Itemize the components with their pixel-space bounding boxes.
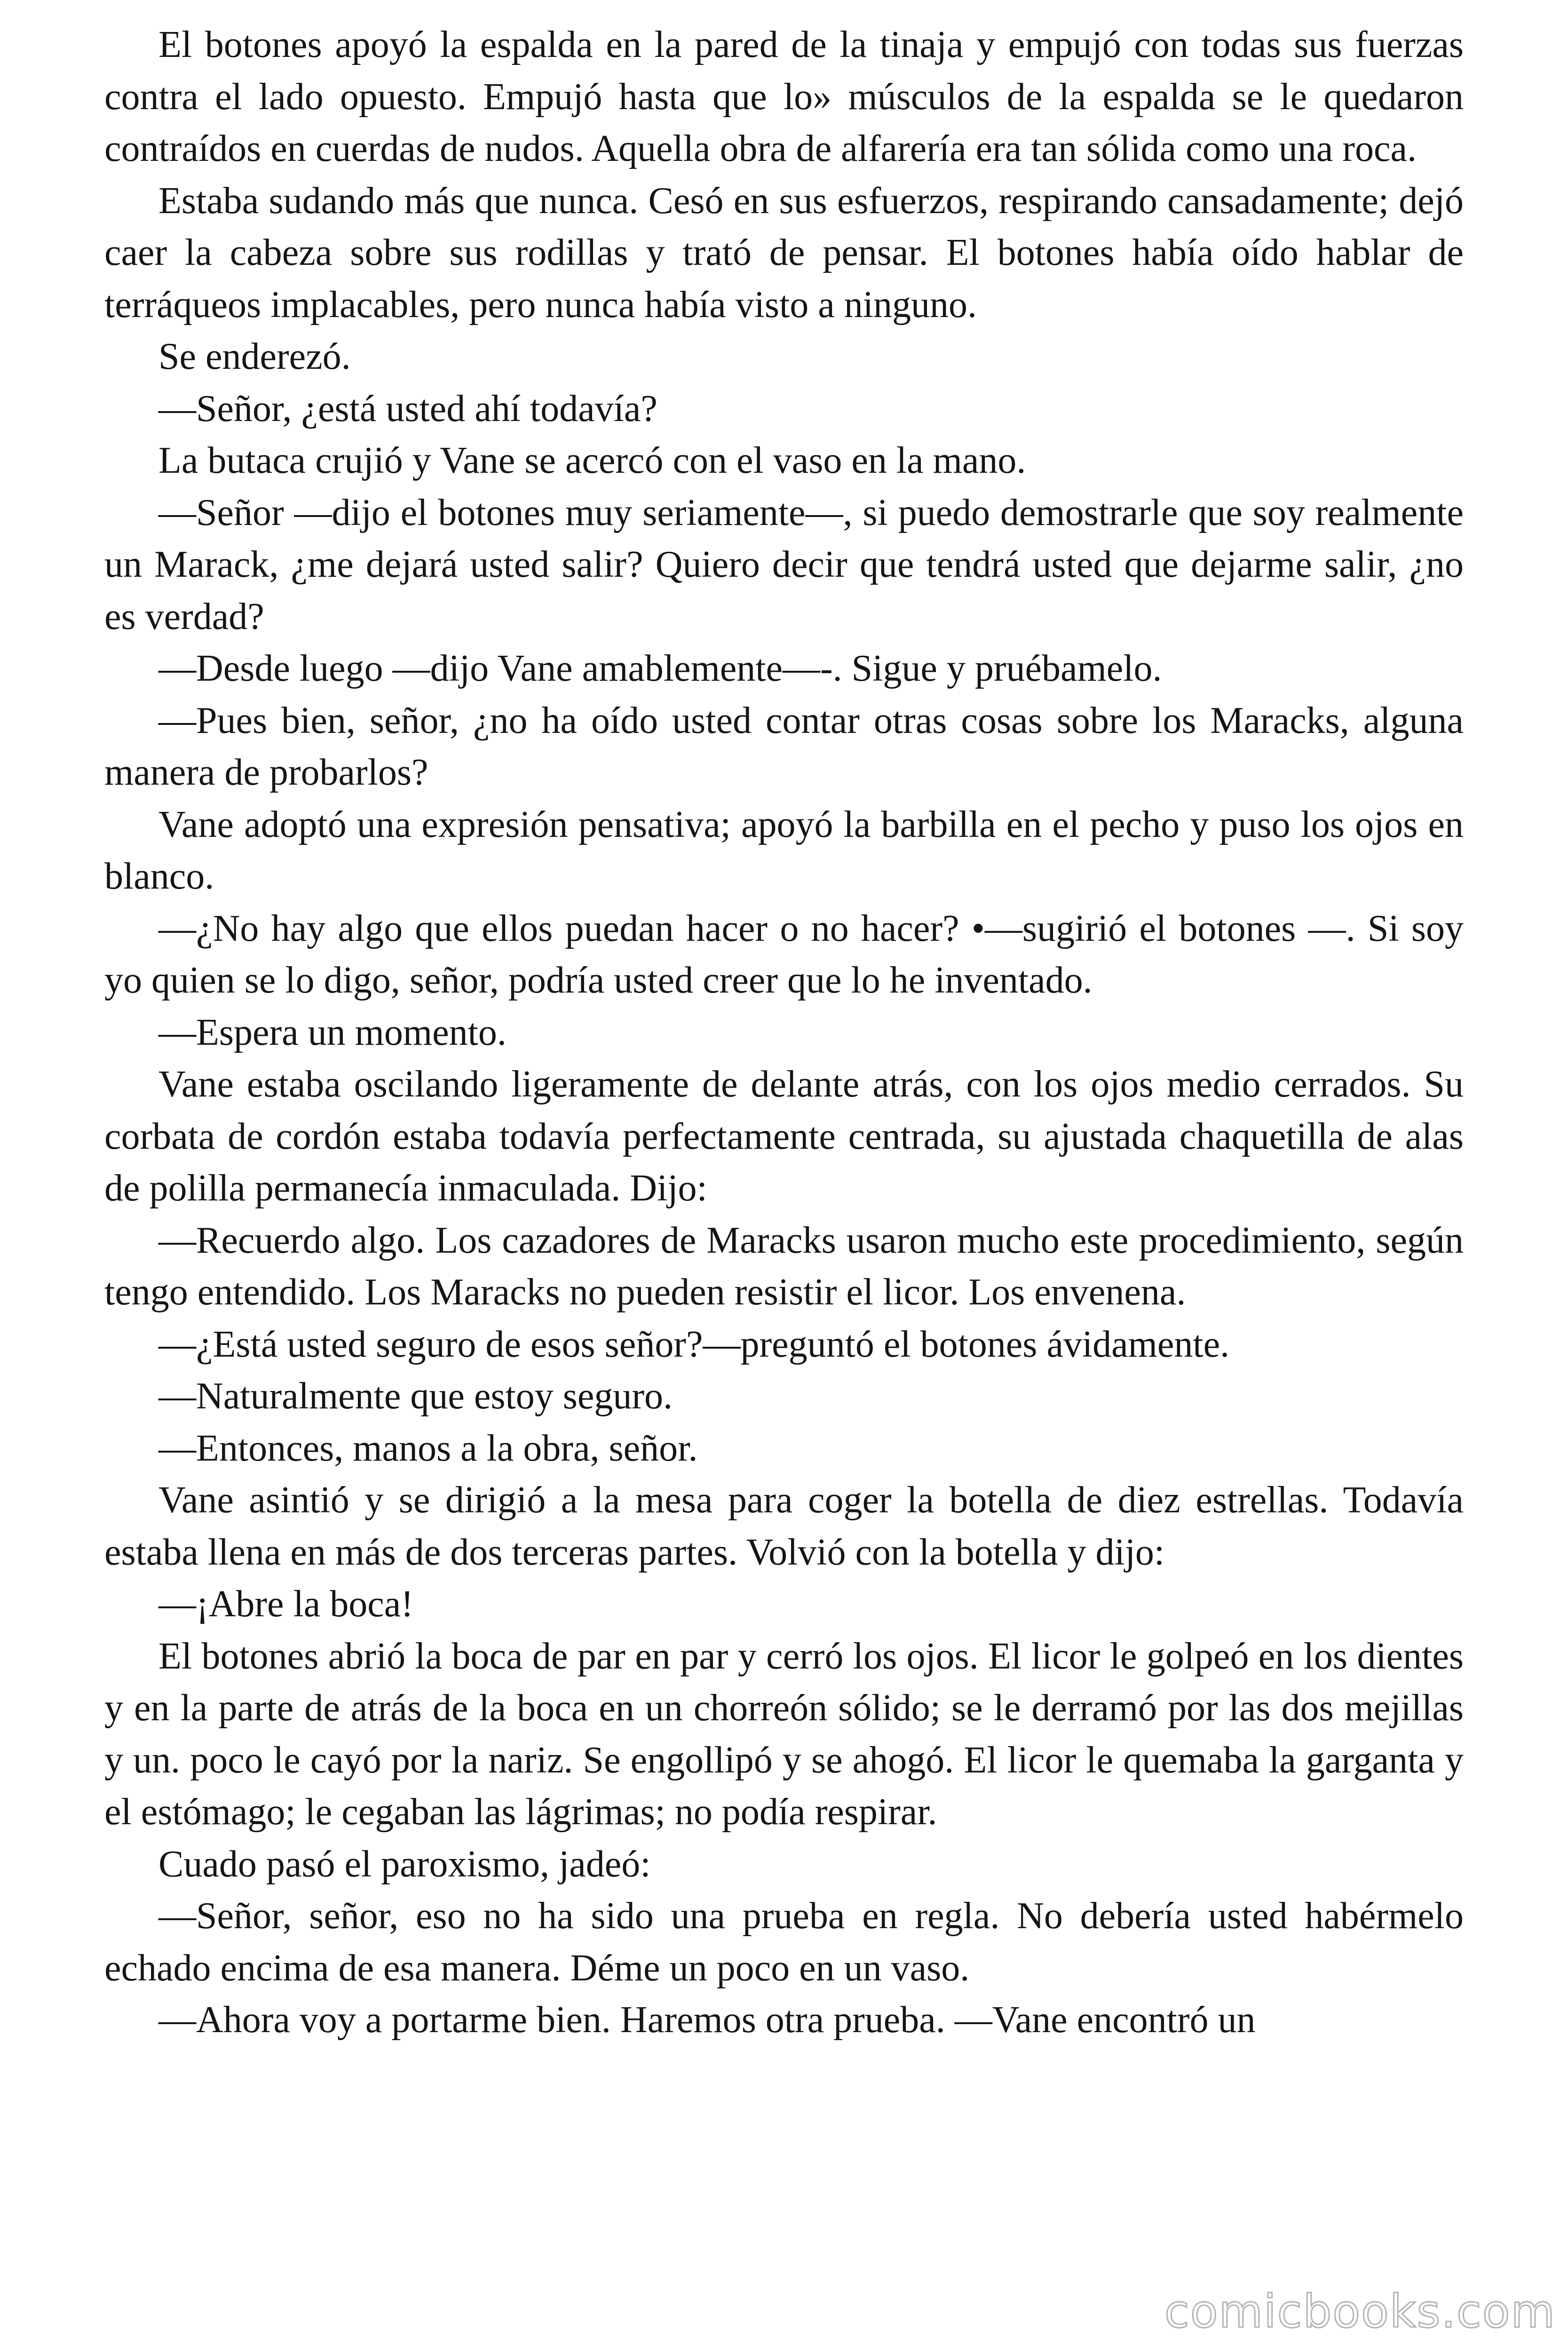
paragraph: Vane asintió y se dirigió a la mesa para coger la botella de diez estrellas. Todavía estaba llena en más de dos terceras partes. Volvió con la botella y dijo: xyxy=(104,1479,1464,1573)
paragraph: El botones apoyó la espalda en la pared de la tinaja y empujó con todas sus fuerzas contra el lado opuesto. Empujó hasta que lo» músculos de la espalda se le quedaron contraídos en cuerdas de nudos. Aquella obra de alfarería era tan sólida como una roca. xyxy=(104,24,1464,169)
watermark: comicbooks.com xyxy=(1164,2285,1556,2338)
paragraph: —Ahora voy a portarme bien. Haremos otra prueba. —Vane encontró un xyxy=(158,1999,1256,2041)
paragraph: —¡Abre la boca! xyxy=(158,1583,413,1625)
paragraph: —Entonces, manos a la obra, señor. xyxy=(158,1427,698,1469)
paragraph: —Señor —dijo el botones muy seriamente—, si puedo demostrarle que soy realmente un Marack, ¿me dejará usted salir? Quiero decir que tendrá usted que dejarme salir, ¿no es verdad? xyxy=(104,492,1464,637)
page-text xyxy=(104,19,1464,2324)
paragraph: —Espera un momento. xyxy=(158,1011,507,1053)
paragraph: Vane adoptó una expresión pensativa; apoyó la barbilla en el pecho y puso los ojos en blanco. xyxy=(104,803,1464,897)
paragraph: —¿No hay algo que ellos puedan hacer o no hacer? •—sugirió el botones —. Si soy yo quien se lo digo, señor, podría usted creer que lo he inventado. xyxy=(104,907,1464,1001)
paragraph: El botones abrió la boca de par en par y cerró los ojos. El licor le golpeó en los dientes y en la parte de atrás de la boca en un chorreón sólido; se le derramó por las dos mejillas y un. poco le cayó por la nariz. Se engollipó y se ahogó. El licor le quemaba la garganta y el estómago; le cegaban las lágrimas; no podía respirar. xyxy=(104,1635,1464,1833)
paragraph: La butaca crujió y Vane se acercó con el vaso en la mano. xyxy=(158,440,1026,481)
paragraph: Estaba sudando más que nunca. Cesó en sus esfuerzos, respirando cansadamente; dejó caer la cabeza sobre sus rodillas y trató de pensar. El botones había oído hablar de terráqueos implacables, pero nunca había visto a ninguno. xyxy=(104,180,1464,326)
paragraph: —¿Está usted seguro de esos señor?—preguntó el botones ávidamente. xyxy=(158,1323,1230,1365)
paragraph: —Recuerdo algo. Los cazadores de Maracks usaron mucho este procedimiento, según tengo entendido. Los Maracks no pueden resistir el licor. Los envenena. xyxy=(104,1219,1464,1313)
paragraph: Se enderezó. xyxy=(158,336,351,377)
paragraph: —Señor, ¿está usted ahí todavía? xyxy=(158,388,657,429)
paragraph: —Señor, señor, eso no ha sido una prueba en regla. No debería usted habérmelo echado encima de esa manera. Déme un poco en un vaso. xyxy=(104,1895,1464,1989)
paragraph: Vane estaba oscilando ligeramente de delante atrás, con los ojos medio cerrados. Su corbata de cordón estaba todavía perfectamente centrada, su ajustada chaquetilla de alas de polilla permanecía inmaculada. Dijo: xyxy=(104,1064,1464,1209)
paragraph: —Pues bien, señor, ¿no ha oído usted contar otras cosas sobre los Maracks, alguna manera de probarlos? xyxy=(104,699,1464,793)
paragraph: Cuado pasó el paroxismo, jadeó: xyxy=(158,1843,651,1885)
paragraph: —Desde luego —dijo Vane amablemente—-. Sigue y pruébamelo. xyxy=(158,648,1162,689)
paragraph: —Naturalmente que estoy seguro. xyxy=(158,1375,673,1417)
